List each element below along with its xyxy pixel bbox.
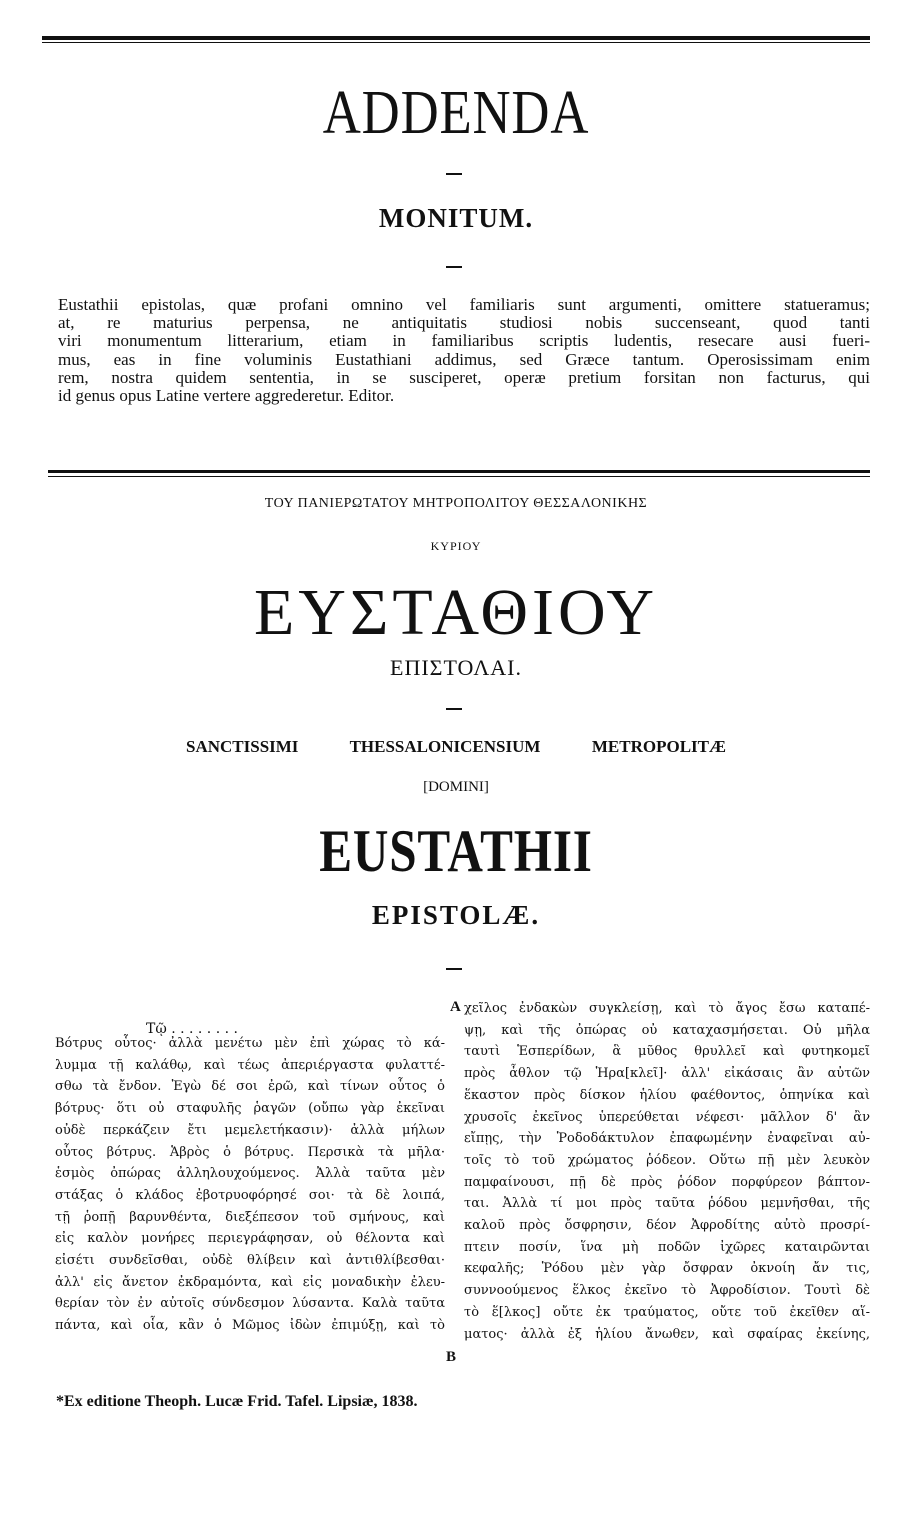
text-line: ἕκαστον πρὸς δίσκον ἡλίου φαέθοντος, ὁπηνίκα καὶ [464,1087,870,1103]
greek-epistolai: ΕΠΙΣΤΟΛΑΙ. [390,655,522,680]
letter-salutation: Τῷ . . . . . . . . [146,1021,238,1037]
section-rule-thin [48,476,870,477]
divider-dash [446,968,462,970]
top-rule-thin [42,42,870,43]
text-line: ται. Ἀλλὰ τί μοι πρὸς ταῦτα ῥόδου μεμνῆσθαι, τῆς [464,1196,870,1212]
monitum-line: rem, nostra quidem sententia, in se susciperet, operæ pretium forsitan non facturus, qui [58,367,870,387]
monitum-line: at, re maturius perpensa, ne antiquitatis studiosi nobis succenseant, quod tanti [58,313,870,333]
monitum-line: Eustathii epistolas, quæ profani omnino vel familiaris sunt argumenti, omittere statueramus; [58,295,870,314]
text-line: οὐδὲ περκάζειν ἔτι μεμελετήκασιν)· ἀλλὰ μήλων [55,1122,445,1138]
latin-heading: SANCTISSIMI THESSALONICENSIUM METROPOLITÆ [186,737,726,756]
margin-letter-b: B [446,1349,457,1365]
text-line: πρὸς ἆθλον τῷ Ἡρα[κλεῖ]· ἀλλ' εἰκάσαις ἂν αὐτῶν [464,1066,870,1082]
greek-kyriou: ΚΥΡΙΟΥ [430,539,482,553]
text-line: θερίαν τὸν ἐν αὐτοῖς σύνδεσμον λύσαντα. Καλὰ ταῦτα [55,1296,445,1312]
text-line: πάντα, καὶ οἷα, κἂν ὁ Μῶμος ἰδὼν ἐπιμύξῃ, καὶ τὸ [55,1318,445,1334]
latin-author-name: EUSTATHII [319,818,593,884]
text-line: παμφαίνουσι, πῇ δὲ πρὸς ῥόδον πορφύρεον βάπτον- [464,1174,870,1190]
footnote: *Ex editione Theoph. Lucæ Frid. Tafel. Lipsiæ, 1838. [56,1393,418,1410]
greek-author-name: ΕΥΣΤΑΘΙΟΥ [253,576,659,649]
monitum-heading: MONITUM. [378,203,534,233]
text-line: ἑσμὸς ὀπώρας ἀλληλουχούμενος. Ἀλλὰ ταῦτα μὲν [55,1166,445,1182]
text-line: ψῃ, καὶ τῆς ὀπώρας οὐ καταχασμήσεται. Οὐ μῆλα [464,1022,870,1038]
text-line: σθω τὰ ἔνδον. Ἐγὼ δέ σοι ἐρῶ, καὶ τίνων οὗτος ὁ [55,1079,445,1095]
left-column [55,1033,445,1337]
top-rule [42,36,870,40]
text-line: τῇ ῥοπῇ βαρυνθέντα, διεξέπεσον τοῦ σμήνους, καὶ [55,1209,445,1225]
divider-dash [446,708,462,710]
text-line: οὗτος βότρυς. Ἁβρὸς ὁ βότρυς. Περσικὰ τὰ μῆλα· [55,1144,445,1160]
text-line: πτειν ποσίν, ἵνα μὴ ποδῶν ἰχῶρες καταιρῶνται [464,1239,870,1255]
text-line: εἰς καλὸν μονήρες περιεγράφησαν, οὐ θέλοντα καὶ [55,1231,445,1247]
margin-letter-a: A [450,999,461,1015]
monitum-line: id genus opus Latine vertere aggrederetur. Editor. [58,386,395,406]
latin-epistolae: EPISTOLÆ. [371,900,541,930]
text-line: τὸ ἕ[λκος] οὔτε ἐκ τραύματος, οὔτε τοῦ ἐκεῖθεν αἵ- [464,1304,870,1320]
text-line: χρυσοῖς ἐκεῖνος ὑπερεύθεται νέφεσι· μᾶλλον δ' ἂν [464,1109,870,1125]
page-title: ADDENDA [322,79,590,147]
section-rule [48,470,870,473]
text-line: Βότρυς οὗτος· ἀλλὰ μενέτω μὲν ἐπὶ χώρας τὸ κά- [55,1036,445,1051]
text-line: κεφαλῆς; Ῥόδου μὲν γὰρ ὄσφραν ὀκνοίη ἄν τις, [464,1261,870,1277]
text-line: στάξας ὁ κλάδος ἐβοτρυοφόρησέ σοι· τὰ δὲ λοιπά, [55,1187,445,1203]
text-line: χεῖλος ἐνδακὼν συγκλείσῃ, καὶ τὸ ἄγος ἔσω καταπέ- [464,1001,870,1016]
text-line: λυμμα τῇ καλάθῳ, καὶ τέως ἀπεριέργαστα φυλαττέ- [55,1057,445,1073]
right-column [464,998,870,1345]
text-line: ἀλλ' εἰς ἄνετον ἐκδραμόντα, καὶ εἰς μοναδικὴν ἐλευ- [55,1274,445,1290]
text-line: ταυτὶ Ἑσπερίδων, ἃ μῦθος θρυλλεῖ καὶ φυτηκομεῖ [464,1044,870,1060]
monitum-line: viri monumentum litterarium, etiam in familiaribus scriptis ludentis, resecare ausi fueri- [58,331,870,351]
monitum-line: mus, eas in fine voluminis Eustathiani addimus, sed Græce tantum. Operosissimam enim [58,349,870,369]
text-line: βότρυς· ὅτι οὐ σταφυλῆς ῥαγῶν (οὔπω γὰρ ἐκεῖναι [55,1101,445,1117]
text-line: ματος· ἀλλὰ ἐξ ἡλίου ἄνωθεν, καὶ σφαίρας ἐκείνης, [464,1326,870,1342]
text-line: εἰσέτι συνδεῖσθαι, οὐδὲ θλίβειν καὶ ἀντιθλίβεσθαι· [55,1253,445,1269]
monitum-paragraph [58,296,870,405]
greek-heading: ΤΟΥ ΠΑΝΙΕΡΩΤΑΤΟΥ ΜΗΤΡΟΠΟΛΙΤΟΥ ΘΕΣΣΑΛΟΝΙΚΗΣ [264,496,648,511]
text-line: τοῖς τὸ τοῦ χρώματος ῥόδεον. Οὕτω πῇ μὲν λευκὸν [464,1152,870,1168]
latin-domini: [DOMINI] [423,779,489,795]
text-line: συννοούμενος ἕλκος ἐκεῖνο τὸ Ἀφροδίσιον. Τουτὶ δὲ [464,1283,870,1299]
divider-dash [446,266,462,268]
text-line: εἴπῃς, τὴν Ῥοδοδάκτυλον ἐπαφωμένην ἐναφεῖναι αὐ- [464,1131,870,1147]
divider-dash [446,173,462,175]
text-line: καλοῦ πρὸς ὄσφρησιν, δέον Ἀφροδίτης αὐτὸ προσρί- [464,1218,870,1234]
